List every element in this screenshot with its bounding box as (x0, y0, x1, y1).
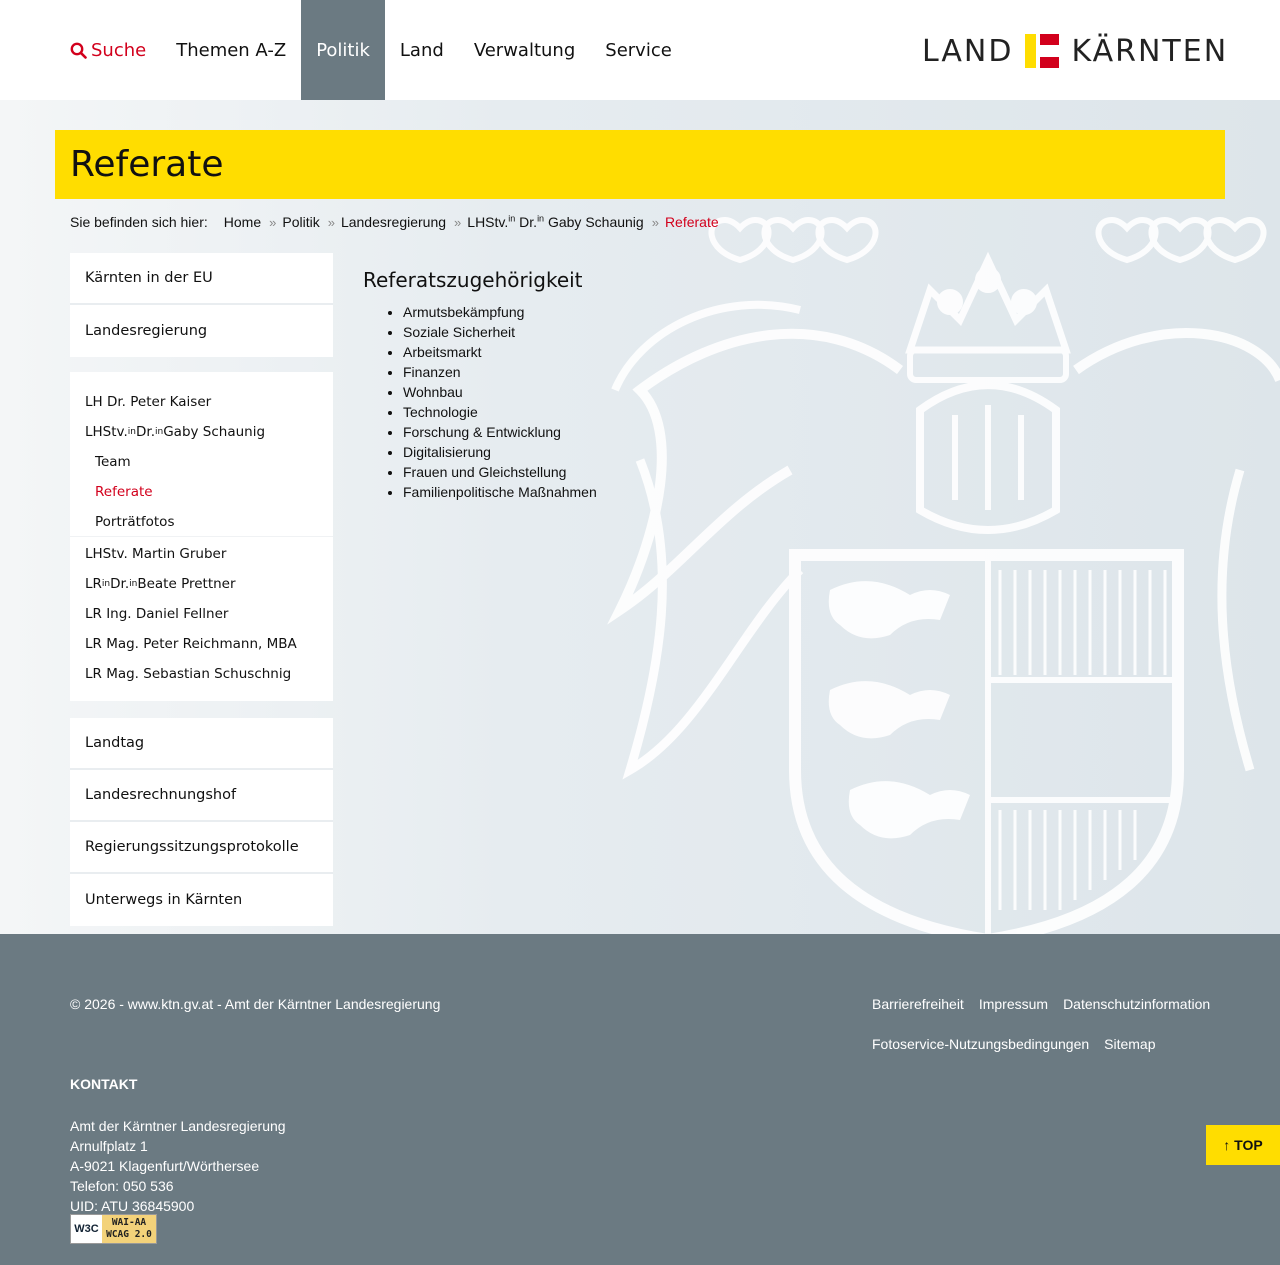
sidebar-item-landesrechnungshof[interactable]: Landesrechnungshof (70, 770, 333, 822)
list-item: • Forschung & Entwicklung (403, 422, 597, 442)
breadcrumb-lead: Sie befinden sich hier: (70, 214, 208, 230)
w3c-logo-icon: W3C (71, 1215, 102, 1243)
sidebar-item-prettner[interactable]: LR in Dr. in Beate Prettner (85, 576, 236, 592)
wcag-badge[interactable] (70, 1214, 157, 1244)
kontakt-line: Arnulfplatz 1 (70, 1138, 148, 1154)
coat-of-arms-watermark-icon (600, 210, 1280, 934)
list-item: • Armutsbekämpfung (403, 302, 597, 322)
kontakt-line: Amt der Kärntner Landesregierung (70, 1118, 286, 1134)
kontakt-line: A-9021 Klagenfurt/Wörthersee (70, 1158, 260, 1174)
list-item: • Wohnbau (403, 382, 597, 402)
page-title: Referate (70, 144, 224, 185)
sidebar-submenu (70, 372, 333, 701)
sidebar-item-team[interactable]: Team (95, 454, 131, 470)
sidebar-item-fellner[interactable]: LR Ing. Daniel Fellner (85, 606, 229, 622)
breadcrumb-landesregierung-label: Landesregierung (340, 214, 447, 230)
nav-land[interactable]: Land (399, 39, 444, 61)
nav-themen[interactable]: Themen A-Z (176, 39, 287, 61)
sidebar-item-protokolle[interactable]: Regierungssitzungsprotokolle (70, 822, 333, 874)
breadcrumb-landesregierung[interactable] (320, 214, 446, 230)
nav-search-label: Suche (91, 39, 147, 61)
sidebar (70, 253, 333, 926)
logo-flag-icon (1025, 34, 1059, 68)
breadcrumb-separator-icon: » (269, 214, 277, 230)
list-item: • Frauen und Gleichstellung (403, 462, 597, 482)
sidebar-item-landtag[interactable]: Landtag (70, 718, 333, 770)
logo-text-right: KÄRNTEN (1071, 33, 1229, 69)
main-content (363, 268, 597, 502)
footer-links (872, 996, 1232, 1076)
list-item: • Digitalisierung (403, 442, 597, 462)
search-icon (70, 42, 87, 59)
kontakt-line: Telefon: 050 536 (70, 1178, 174, 1194)
sidebar-item-kaiser[interactable]: LH Dr. Peter Kaiser (85, 394, 212, 410)
site-header (0, 0, 1280, 100)
breadcrumb-politik-label: Politik (282, 214, 320, 230)
breadcrumb-politik[interactable] (261, 214, 320, 230)
back-to-top-button[interactable]: ↑ TOP (1206, 1125, 1280, 1165)
sidebar-item-schuschnig[interactable]: LR Mag. Sebastian Schuschnig (85, 666, 292, 682)
breadcrumb-schaunig[interactable] (446, 214, 644, 230)
sidebar-item-reichmann[interactable]: LR Mag. Peter Reichmann, MBA (85, 636, 297, 652)
footer-link-datenschutz[interactable]: Datenschutzinformation (1063, 996, 1211, 1012)
breadcrumb-separator-icon: » (454, 214, 462, 230)
footer-link-fotoservice[interactable]: Fotoservice-Nutzungsbedingungen (872, 1036, 1090, 1052)
nav-service[interactable]: Service (605, 39, 672, 61)
sidebar-item-landesregierung[interactable]: Landesregierung (70, 305, 333, 357)
sidebar-item-gruber[interactable]: LHStv. Martin Gruber (85, 546, 227, 562)
referate-list (363, 302, 597, 502)
footer-link-barrierefreiheit[interactable]: Barrierefreiheit (872, 996, 964, 1012)
breadcrumb-separator-icon: » (327, 214, 335, 230)
list-item: • Soziale Sicherheit (403, 322, 597, 342)
list-item: • Arbeitsmarkt (403, 342, 597, 362)
main-nav (55, 0, 687, 100)
list-item: • Technologie (403, 402, 597, 422)
footer-kontakt-title: KONTAKT (70, 1076, 138, 1092)
footer-kontakt (70, 1116, 286, 1216)
sidebar-item-eu[interactable]: Kärnten in der EU (70, 253, 333, 305)
site-footer (0, 934, 1280, 1265)
breadcrumb-separator-icon: » (651, 214, 659, 230)
nav-verwaltung[interactable]: Verwaltung (473, 39, 576, 61)
footer-link-sitemap[interactable]: Sitemap (1104, 1036, 1156, 1052)
sidebar-item-portraetfotos[interactable]: Porträtfotos (70, 507, 333, 537)
footer-copyright: © 2026 - www.ktn.gv.at - Amt der Kärntner Landesregierung (70, 996, 441, 1012)
footer-link-impressum[interactable]: Impressum (978, 996, 1049, 1012)
site-logo[interactable] (922, 33, 1228, 69)
breadcrumb-home[interactable] (224, 214, 261, 230)
nav-politik[interactable]: Politik (301, 0, 385, 100)
breadcrumb-schaunig-label: LHStv.$^{in}$ Dr.$^{in}$ Gaby Schaunig (467, 213, 644, 230)
nav-search[interactable] (55, 0, 161, 100)
breadcrumb-current-label: Referate (664, 214, 719, 230)
list-item: • Familienpolitische Maßnahmen (403, 482, 597, 502)
sidebar-item-schaunig[interactable]: LHStv. in Dr. in Gaby Schaunig (85, 424, 266, 440)
sidebar-item-unterwegs[interactable]: Unterwegs in Kärnten (70, 874, 333, 926)
page-title-bar (55, 130, 1225, 199)
logo-text-left: LAND (922, 33, 1014, 69)
wcag-badge-text: WAI-AA WCAG 2.0 (102, 1215, 156, 1243)
breadcrumb-current (644, 214, 719, 230)
breadcrumb-home-label: Home (223, 214, 262, 230)
main-area (0, 100, 1280, 934)
breadcrumb (70, 214, 719, 230)
list-item: • Finanzen (403, 362, 597, 382)
content-heading: Referatszugehörigkeit (363, 268, 583, 292)
sidebar-item-referate[interactable]: Referate (95, 484, 153, 500)
kontakt-line: UID: ATU 36845900 (70, 1198, 195, 1214)
